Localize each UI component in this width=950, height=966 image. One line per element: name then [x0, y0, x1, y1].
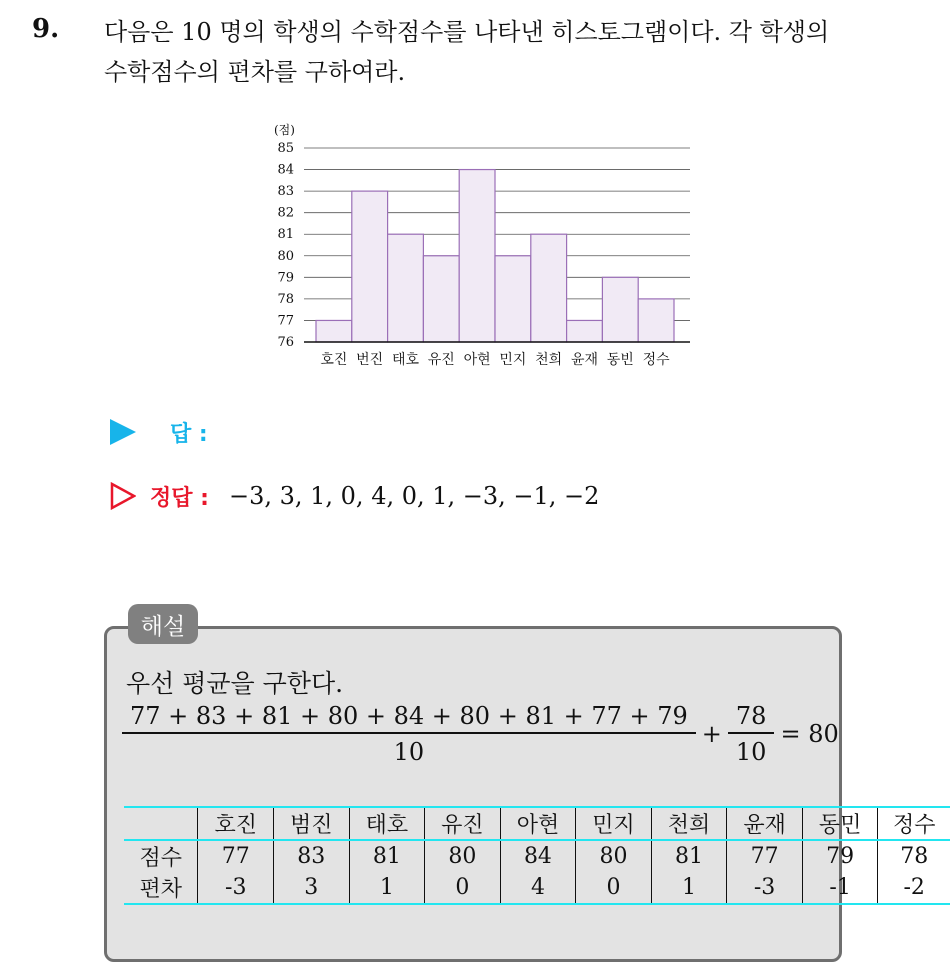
x-tick-label: 번진 [356, 352, 384, 368]
play-triangle-icon [110, 419, 136, 445]
table-cell: -2 [878, 872, 950, 904]
question-text-line1: 다음은 10 명의 학생의 수학점수를 나타낸 히스토그램이다. 각 학생의 [104, 18, 830, 46]
table-cell: 범진 [274, 807, 350, 840]
explanation-tab: 해설 [128, 604, 198, 644]
table-cell: 4 [500, 872, 576, 904]
table-cell: 민지 [576, 807, 652, 840]
equals-result: = 80 [780, 720, 839, 748]
x-tick-label: 민지 [499, 352, 527, 368]
question-text [104, 12, 924, 92]
table-row [124, 840, 950, 872]
histogram-bar [316, 320, 352, 342]
table-cell: -3 [727, 872, 803, 904]
table-cell: 83 [274, 840, 350, 872]
table-cell: 81 [651, 840, 727, 872]
question-text-line2: 수학점수의 편차를 구하여라. [104, 58, 406, 86]
table-row [124, 872, 950, 904]
x-tick-label: 아현 [463, 352, 491, 368]
outline-triangle-icon [110, 482, 136, 510]
y-axis-unit-label: (점) [274, 123, 295, 137]
y-tick-label: 84 [277, 162, 294, 178]
mean-formula [126, 702, 849, 766]
y-tick-label: 77 [277, 313, 294, 329]
table-cell: 태호 [349, 807, 425, 840]
table-cell: 호진 [198, 807, 274, 840]
table-cell: 정수 [878, 807, 950, 840]
table-cell: 편차 [124, 872, 198, 904]
histogram-bar [423, 256, 459, 342]
plus-sign: + [701, 720, 722, 748]
table-cell: 80 [425, 840, 501, 872]
x-tick-label: 호진 [320, 352, 348, 368]
y-tick-label: 76 [277, 335, 294, 350]
fraction2-numerator: 78 [735, 702, 767, 730]
fraction-main [126, 702, 692, 766]
table-cell: 3 [274, 872, 350, 904]
y-tick-label: 80 [277, 248, 294, 264]
y-tick-label: 85 [277, 141, 294, 156]
answer-label: 답 : [170, 421, 208, 447]
question-number: 9. [32, 14, 60, 44]
histogram-chart [262, 118, 702, 374]
table-cell: 80 [576, 840, 652, 872]
table-cell: 0 [576, 872, 652, 904]
fraction-second [732, 702, 771, 766]
fraction-denominator: 10 [122, 732, 696, 766]
table-header-row [124, 807, 950, 840]
table-cell: -1 [802, 872, 878, 904]
table-cell [124, 807, 198, 840]
y-tick-label: 82 [277, 205, 294, 221]
explanation-line1: 우선 평균을 구한다. [126, 669, 344, 698]
x-tick-label: 천희 [535, 352, 563, 368]
table-cell: 유진 [425, 807, 501, 840]
table-cell: -3 [198, 872, 274, 904]
table-cell: 1 [651, 872, 727, 904]
y-tick-label: 78 [277, 291, 294, 307]
x-tick-label: 태호 [391, 352, 420, 368]
histogram-bar [388, 234, 424, 342]
table-cell: 1 [349, 872, 425, 904]
correct-answer-row [110, 478, 599, 514]
table-cell: 77 [198, 840, 274, 872]
answer-row [110, 414, 208, 450]
fraction-numerator: 77 + 83 + 81 + 80 + 84 + 80 + 81 + 77 + 79 [130, 702, 688, 730]
fraction2-denominator: 10 [728, 732, 775, 766]
table-cell: 84 [500, 840, 576, 872]
table-cell: 81 [349, 840, 425, 872]
table-cell: 천희 [651, 807, 727, 840]
y-tick-label: 79 [277, 270, 294, 286]
deviation-table [124, 806, 950, 905]
x-tick-label: 정수 [642, 352, 670, 368]
table-cell: 78 [878, 840, 950, 872]
histogram-bar [638, 299, 674, 342]
histogram-bar [531, 234, 567, 342]
histogram-bar [352, 191, 388, 342]
table-cell: 아현 [500, 807, 576, 840]
table-cell: 0 [425, 872, 501, 904]
histogram-bar [567, 320, 603, 342]
correct-answer-label: 정답 : [150, 485, 209, 511]
table-cell: 77 [727, 840, 803, 872]
table-cell: 동민 [802, 807, 878, 840]
table-cell: 점수 [139, 846, 182, 871]
y-tick-label: 83 [277, 184, 294, 200]
table-cell: 윤재 [727, 807, 803, 840]
x-tick-label: 윤재 [570, 352, 599, 368]
y-tick-label: 81 [277, 227, 294, 243]
x-tick-label: 유진 [427, 352, 455, 368]
x-tick-label: 동빈 [606, 352, 634, 368]
correct-answer-values: −3, 3, 1, 0, 4, 0, 1, −3, −1, −2 [228, 482, 600, 510]
histogram-bar [459, 170, 495, 342]
table-cell: 79 [802, 840, 878, 872]
histogram-bar [495, 256, 531, 342]
histogram-bar [602, 277, 638, 342]
